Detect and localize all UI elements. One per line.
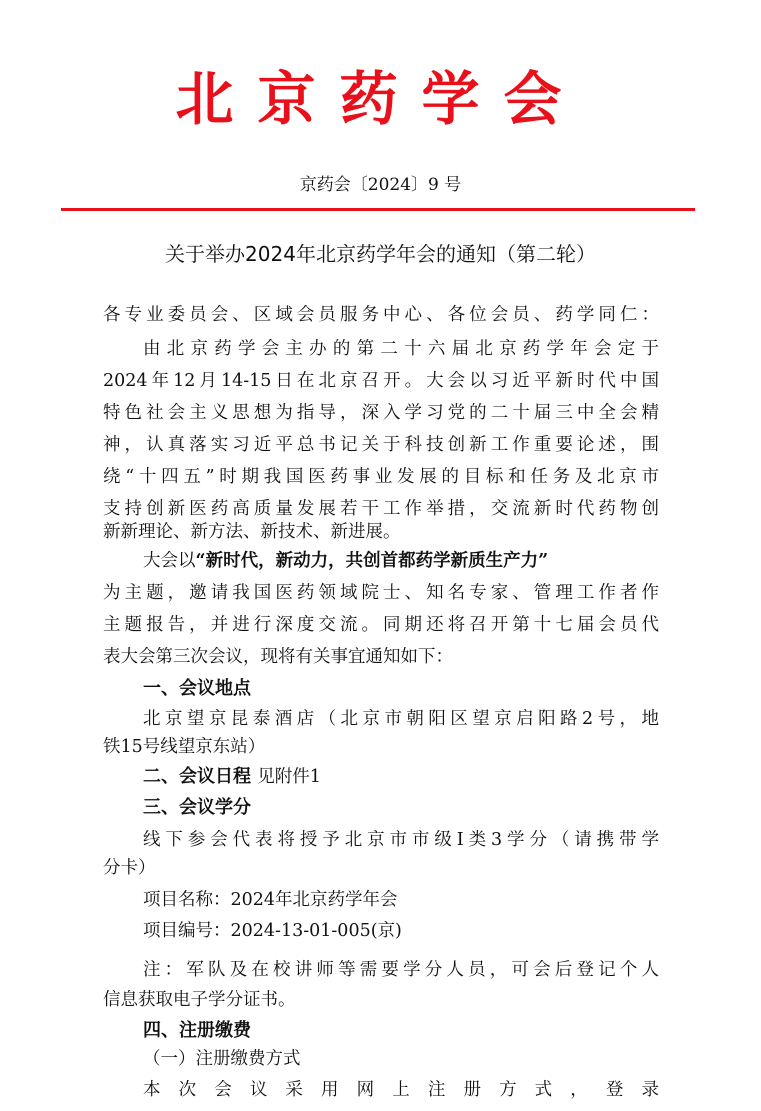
- para2-line: 为主题，邀请我国医药领域院士、知名专家、管理工作者作: [103, 583, 659, 603]
- org-title: 北京药学会: [175, 65, 586, 133]
- para2-first-line: [143, 548, 659, 574]
- venue-line: 铁15号线望京东站）: [103, 737, 266, 757]
- credit-line: 分卡）: [103, 858, 156, 878]
- red-divider: [61, 208, 695, 211]
- para2-prefix: 大会以: [143, 551, 196, 571]
- para1-line: 支持创新医药高质量发展若干工作举措，交流新时代药物创: [103, 499, 659, 519]
- para2-line: 表大会第三次会议，现将有关事宜通知如下：: [103, 647, 453, 667]
- section2-title: 二、会议日程: [143, 766, 251, 787]
- note-line: 注：军队及在校讲师等需要学分人员，可会后登记个人: [143, 960, 659, 980]
- project-name: 项目名称：2024年北京药学年会: [143, 890, 398, 910]
- last-line: 本次会议采用网上注册方式，登录: [143, 1080, 659, 1100]
- project-code: 项目编号：2024-13-01-005(京): [143, 921, 402, 941]
- credit-line: 线下参会代表将授予北京市市级Ⅰ类3学分（请携带学: [143, 830, 659, 850]
- note-line: 信息获取电子学分证书。: [103, 990, 296, 1010]
- para1-line: 2024年12月14-15日在北京召开。大会以习近平新时代中国: [103, 371, 659, 391]
- notice-title: 关于举办2024年北京药学年会的通知（第二轮）: [165, 242, 596, 266]
- section3-heading: 三、会议学分: [143, 797, 251, 818]
- document-number: 京药会〔2024〕9 号: [299, 175, 462, 195]
- para2-line: 主题报告，并进行深度交流。同期还将召开第十七届会员代: [103, 615, 659, 635]
- para1-line: 神，认真落实习近平总书记关于科技创新工作重要论述，围: [103, 435, 659, 455]
- section4-heading: 四、注册缴费: [143, 1020, 251, 1041]
- para1-line: 特色社会主义思想为指导，深入学习党的二十届三中全会精: [103, 403, 659, 423]
- para1-line: 由北京药学会主办的第二十六届北京药学年会定于: [143, 339, 659, 359]
- section1-heading: 一、会议地点: [143, 678, 251, 699]
- para1-line: 新新理论、新方法、新技术、新进展。: [103, 522, 401, 542]
- section2-heading: [143, 764, 321, 790]
- venue-line: 北京望京昆泰酒店（北京市朝阳区望京启阳路2号，地: [143, 709, 659, 729]
- salutation: 各专业委员会、区域会员服务中心、各位会员、药学同仁：: [103, 305, 659, 325]
- conference-theme: “新时代，新动力，共创首都药学新质生产力”: [195, 551, 549, 571]
- section2-text: 见附件1: [257, 767, 321, 787]
- subsection-heading: （一）注册缴费方式: [143, 1049, 301, 1069]
- para1-line: 绕“十四五”时期我国医药事业发展的目标和任务及北京市: [103, 467, 659, 487]
